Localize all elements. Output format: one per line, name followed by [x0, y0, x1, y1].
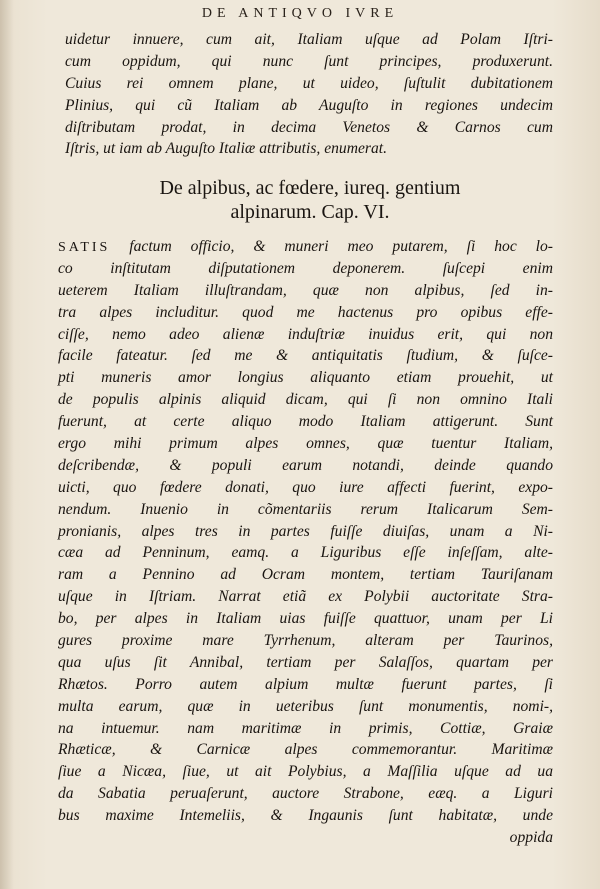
text-line: pti muneris amor longius aliquanto etiam prouehit, ut — [58, 369, 553, 387]
text-line: Cuius rei omnem plane, ut uideo, ſuſtulit dubitationem — [65, 74, 553, 92]
chapter-heading-line: alpinarum. Cap. VI. — [230, 201, 390, 223]
first-line — [58, 236, 553, 258]
text-line: ram a Pennino ad Ocram montem, tertiam Tauriſanam — [58, 566, 553, 584]
text-line: Rhæticæ, & Carnicæ alpes commemorantur. Maritimæ — [58, 741, 553, 759]
text-line: diſtributam prodat, in decima Venetos & Carnos cum — [65, 118, 553, 136]
text-line: uicti, quo fœdere donati, quo iure affecti fuerint, expo- — [58, 478, 553, 496]
text-line: ciſſe, nemo adeo alienæ induſtriæ inuidus erit, qui non — [58, 325, 553, 343]
text-line: tra alpes includitur. quod me hactenus pro opibus effe- — [58, 303, 553, 321]
first-line-text: factum officio, & muneri meo putarem, ſi hoc lo- — [129, 238, 553, 255]
text-line: cum oppidum, qui nunc ſunt principes, produxerunt. — [65, 52, 553, 70]
text-line: ergo mihi primum alpes omnes, quæ tuentur Italiam, — [58, 435, 553, 453]
text-line: facile fateatur. ſed me & antiquitatis ſtudium, & ſuſce- — [58, 347, 553, 365]
text-line: gures proxime mare Tyrrhenum, alteram per Taurinos, — [58, 632, 553, 650]
text-line: bo, per alpes in Italiam uias fuiſſe quattuor, unam per Li — [58, 610, 553, 628]
running-head: DE ANTIQVO IVRE — [201, 6, 399, 21]
text-line: da Sabatia peruaſerunt, auctore Strabone, eæq. a Liguri — [58, 785, 553, 803]
text-line: fuerunt, at certe aliquo modo Italiam attigerunt. Sunt — [58, 413, 553, 431]
text-line: deſcribendæ, & populi earum notandi, deinde quando — [58, 456, 553, 474]
text-line: multa earum, quæ in ueteribus ſunt monumentis, nomi-, — [58, 697, 553, 715]
text-line: uidetur innuere, cum ait, Italiam uſque ad Polam Iſtri- — [65, 31, 553, 48]
text-line: cæa ad Penninum, eamq. a Liguribus eſſe inſeſſam, alte- — [58, 544, 553, 562]
text-line: co inſtitutam diſputationem deponerem. ſuſcepi enim — [58, 259, 553, 277]
text-line: ſiue a Nicæa, ſiue, ut ait Polybius, a Maſſilia uſque ad ua — [58, 763, 553, 781]
text-line: de populis alpinis aliquid dicam, qui ſi non omnino Itali — [58, 391, 553, 409]
chapter-body — [58, 236, 553, 849]
text-line: Iſtris, ut iam ab Auguſto Italiæ attributis, enumerat. — [65, 140, 387, 158]
top-paragraph — [65, 29, 553, 160]
text-line: pronianis, alpes tres in partes fuiſſe diuiſas, unam a Ni- — [58, 522, 553, 540]
chapter-heading — [60, 176, 560, 224]
opening-word: SATIS — [58, 240, 111, 255]
text-line: ueterem Italiam illuſtrandam, quæ non alpibus, ſed in- — [58, 281, 553, 299]
text-line: uſque in Iſtriam. Narrat etiã ex Polybii auctoritate Stra- — [58, 588, 553, 606]
text-line: Rhætos. Porro autem alpium multæ fuerunt partes, ſi — [58, 675, 553, 693]
text-line: qua uſus ſit Annibal, tertiam per Salaſſos, quartam per — [58, 653, 553, 671]
text-line: na intuemur. nam maritimæ in primis, Cottiæ, Graiæ — [58, 719, 553, 737]
text-line: bus maxime Intemeliis, & Ingaunis ſunt habitatæ, unde — [58, 807, 553, 825]
gutter-shadow — [0, 0, 14, 889]
text-line: Plinius, qui cũ Italiam ab Auguſto in regiones undecim — [65, 96, 553, 114]
chapter-heading-line: De alpibus, ac fœdere, iureq. gentium — [159, 177, 461, 199]
catchword: oppida — [509, 829, 553, 847]
text-line: nendum. Inuenio in cõmentariis rerum Italicarum Sem- — [58, 500, 553, 518]
